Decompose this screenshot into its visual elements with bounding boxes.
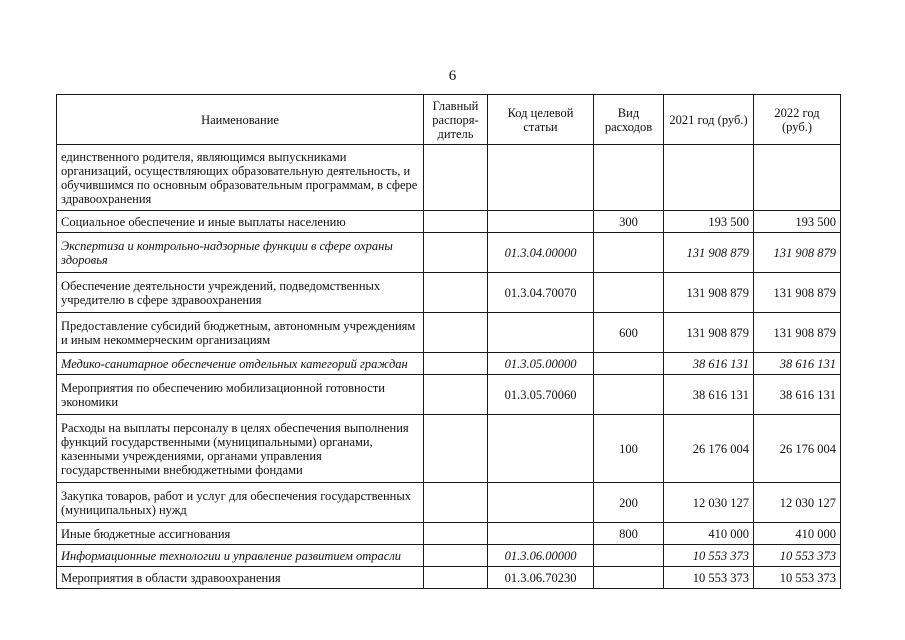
cell-name: Иные бюджетные ассигнования [57,523,424,545]
cell-y2021: 131 908 879 [664,273,754,313]
cell-y2022: 26 176 004 [754,415,841,483]
cell-glav [424,211,488,233]
header-2021: 2021 год (руб.) [664,95,754,145]
cell-y2021: 131 908 879 [664,313,754,353]
cell-vid [594,545,664,567]
cell-glav [424,145,488,211]
cell-y2021 [664,145,754,211]
cell-vid: 100 [594,415,664,483]
cell-glav [424,523,488,545]
cell-y2021: 131 908 879 [664,233,754,273]
cell-vid [594,273,664,313]
cell-y2022: 131 908 879 [754,313,841,353]
cell-glav [424,375,488,415]
cell-glav [424,233,488,273]
page-number: 6 [448,68,457,84]
cell-code: 01.3.06.00000 [488,545,594,567]
table-row [57,273,841,313]
cell-y2022: 131 908 879 [754,233,841,273]
cell-y2022: 38 616 131 [754,375,841,415]
cell-glav [424,415,488,483]
table-row [57,523,841,545]
cell-y2022: 193 500 [754,211,841,233]
cell-name: Расходы на выплаты персоналу в целях обеспечения выполнения функций государственными (муниципальными) органами, казенными учреждениями, органами управления государственными внебюджетными фондами [57,415,424,483]
cell-code: 01.3.05.00000 [488,353,594,375]
cell-glav [424,545,488,567]
table-row [57,567,841,589]
table-row [57,233,841,273]
cell-code: 01.3.05.70060 [488,375,594,415]
cell-code [488,483,594,523]
cell-y2021: 38 616 131 [664,375,754,415]
cell-code [488,313,594,353]
cell-name: Мероприятия по обеспечению мобилизационной готовности экономики [57,375,424,415]
cell-y2022 [754,145,841,211]
cell-y2021: 10 553 373 [664,567,754,589]
cell-glav [424,567,488,589]
cell-code [488,523,594,545]
table-row [57,353,841,375]
cell-name: Медико-санитарное обеспечение отдельных категорий граждан [57,353,424,375]
cell-vid: 600 [594,313,664,353]
cell-y2021: 26 176 004 [664,415,754,483]
header-name: Наименование [57,95,424,145]
table-header-row [57,95,841,145]
header-vid: Вид расходов [594,95,664,145]
cell-name: Экспертиза и контрольно-надзорные функции в сфере охраны здоровья [57,233,424,273]
cell-glav [424,483,488,523]
table-row [57,415,841,483]
cell-vid: 200 [594,483,664,523]
cell-glav [424,353,488,375]
cell-vid: 800 [594,523,664,545]
cell-code: 01.3.06.70230 [488,567,594,589]
cell-glav [424,273,488,313]
cell-y2022: 38 616 131 [754,353,841,375]
cell-name: Информационные технологии и управление развитием отрасли [57,545,424,567]
cell-y2022: 410 000 [754,523,841,545]
cell-code [488,145,594,211]
table-body [57,145,841,589]
cell-code [488,415,594,483]
cell-y2021: 193 500 [664,211,754,233]
cell-vid [594,233,664,273]
cell-vid [594,567,664,589]
cell-y2021: 410 000 [664,523,754,545]
cell-name: Социальное обеспечение и иные выплаты населению [57,211,424,233]
cell-y2021: 12 030 127 [664,483,754,523]
cell-code: 01.3.04.00000 [488,233,594,273]
cell-code [488,211,594,233]
header-code: Код целевой статьи [488,95,594,145]
cell-name: единственного родителя, являющимся выпускниками организаций, осуществляющих образовательную деятельность, и обучившимся по основным образовательным программам, в сфере здравоохранения [57,145,424,211]
cell-name: Обеспечение деятельности учреждений, подведомственных учредителю в сфере здравоохранения [57,273,424,313]
cell-y2022: 10 553 373 [754,567,841,589]
cell-y2022: 10 553 373 [754,545,841,567]
cell-y2022: 12 030 127 [754,483,841,523]
cell-y2021: 10 553 373 [664,545,754,567]
table-row [57,375,841,415]
cell-name: Закупка товаров, работ и услуг для обеспечения государственных (муниципальных) нужд [57,483,424,523]
table-row [57,483,841,523]
cell-name: Предоставление субсидий бюджетным, автономным учреждениям и иным некоммерческим организациям [57,313,424,353]
cell-vid [594,145,664,211]
cell-y2021: 38 616 131 [664,353,754,375]
cell-name: Мероприятия в области здравоохранения [57,567,424,589]
budget-table [56,94,841,589]
cell-code: 01.3.04.70070 [488,273,594,313]
table-row [57,313,841,353]
cell-vid [594,353,664,375]
cell-vid: 300 [594,211,664,233]
header-2022: 2022 год (руб.) [754,95,841,145]
table-row [57,211,841,233]
header-glav: Главный распоря-дитель [424,95,488,145]
cell-y2022: 131 908 879 [754,273,841,313]
cell-glav [424,313,488,353]
cell-vid [594,375,664,415]
table-row [57,545,841,567]
table-row [57,145,841,211]
